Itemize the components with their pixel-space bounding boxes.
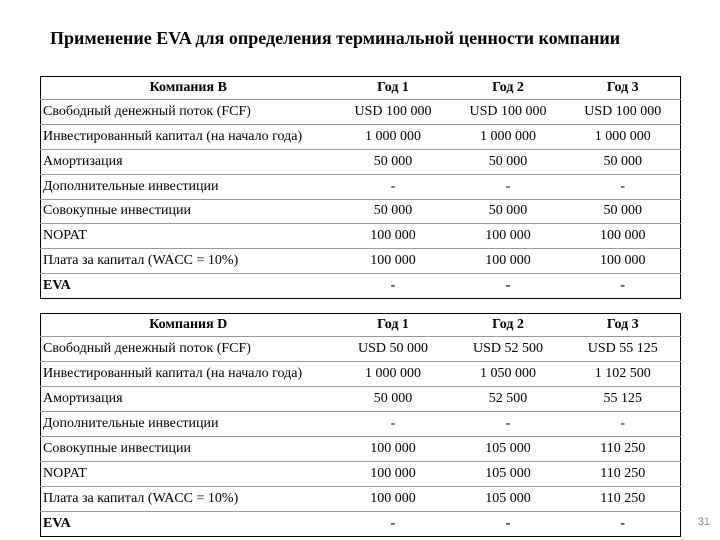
- row-label: Дополнительные инвестиции: [41, 412, 336, 437]
- row-label: Плата за капитал (WACC = 10%): [41, 249, 336, 274]
- cell-year-2: 100 000: [451, 224, 566, 249]
- cell-year-3: -: [620, 516, 626, 531]
- cell-year-2: 50 000: [451, 149, 566, 174]
- cell-year-1: -: [390, 278, 396, 294]
- row-label: Дополнительные инвестиции: [41, 174, 336, 199]
- row-label: EVA: [43, 516, 71, 531]
- cell-year-1: -: [336, 412, 451, 437]
- cell-year-3: USD 100 000: [566, 100, 681, 125]
- cell-year-2: USD 52 500: [451, 337, 566, 362]
- cell-year-3: 110 250: [566, 462, 681, 487]
- cell-year-2: 105 000: [451, 462, 566, 487]
- cell-year-3: 110 250: [566, 487, 681, 512]
- cell-year-3: -: [566, 412, 681, 437]
- cell-year-1: 100 000: [336, 437, 451, 462]
- cell-year-2: 100 000: [451, 249, 566, 274]
- cell-year-2: -: [451, 412, 566, 437]
- company-d-table: [40, 313, 681, 537]
- row-label: Амортизация: [41, 387, 336, 412]
- year-3-header: Год 3: [566, 77, 681, 100]
- slide-title: Применение EVA для определения терминальной ценности компании: [50, 28, 621, 48]
- row-label: Инвестированный капитал (на начало года): [41, 362, 336, 387]
- cell-year-2: -: [451, 174, 566, 199]
- cell-year-1: 50 000: [336, 387, 451, 412]
- year-2-header: Год 2: [451, 77, 566, 100]
- cell-year-1: 100 000: [336, 224, 451, 249]
- row-label: NOPAT: [41, 224, 336, 249]
- table-row: [41, 437, 681, 462]
- table-row-eva: [41, 512, 681, 537]
- table-row: [41, 487, 681, 512]
- table-row: [41, 199, 681, 224]
- table-row: [41, 174, 681, 199]
- table-row: [41, 124, 681, 149]
- slide-number: 31: [697, 516, 710, 528]
- cell-year-2: 50 000: [451, 199, 566, 224]
- cell-year-2: -: [505, 516, 511, 531]
- row-label: Свободный денежный поток (FCF): [41, 100, 336, 125]
- cell-year-2: 1 050 000: [451, 362, 566, 387]
- row-label: Амортизация: [41, 149, 336, 174]
- table-row: [41, 337, 681, 362]
- cell-year-3: USD 55 125: [566, 337, 681, 362]
- cell-year-1: 50 000: [336, 149, 451, 174]
- cell-year-2: 105 000: [451, 437, 566, 462]
- table-row: [41, 362, 681, 387]
- table-header-row: [41, 314, 681, 337]
- cell-year-2: -: [505, 278, 511, 294]
- cell-year-2: 1 000 000: [451, 124, 566, 149]
- cell-year-3: 1 000 000: [566, 124, 681, 149]
- cell-year-3: 50 000: [566, 149, 681, 174]
- row-label: Совокупные инвестиции: [41, 199, 336, 224]
- table-row: [41, 387, 681, 412]
- company-b-table: [40, 76, 681, 299]
- cell-year-3: -: [566, 174, 681, 199]
- row-label: Совокупные инвестиции: [41, 437, 336, 462]
- table-row: [41, 149, 681, 174]
- year-1-header: Год 1: [336, 77, 451, 100]
- cell-year-1: 100 000: [336, 462, 451, 487]
- cell-year-1: USD 100 000: [336, 100, 451, 125]
- row-label: Свободный денежный поток (FCF): [41, 337, 336, 362]
- cell-year-1: USD 50 000: [336, 337, 451, 362]
- cell-year-3: 100 000: [566, 249, 681, 274]
- row-label: Инвестированный капитал (на начало года): [41, 124, 336, 149]
- cell-year-1: 1 000 000: [336, 124, 451, 149]
- row-label: Плата за капитал (WACC = 10%): [41, 487, 336, 512]
- cell-year-3: 55 125: [566, 387, 681, 412]
- table-row: [41, 100, 681, 125]
- year-3-header: Год 3: [566, 314, 681, 337]
- cell-year-1: -: [390, 516, 396, 531]
- cell-year-3: -: [620, 278, 626, 294]
- cell-year-2: 105 000: [451, 487, 566, 512]
- cell-year-1: 100 000: [336, 249, 451, 274]
- year-1-header: Год 1: [336, 314, 451, 337]
- table-row: [41, 412, 681, 437]
- table-row: [41, 462, 681, 487]
- cell-year-3: 1 102 500: [566, 362, 681, 387]
- row-label: NOPAT: [41, 462, 336, 487]
- table-row: [41, 224, 681, 249]
- cell-year-1: -: [336, 174, 451, 199]
- year-2-header: Год 2: [451, 314, 566, 337]
- table-header-row: [41, 77, 681, 100]
- cell-year-2: 52 500: [451, 387, 566, 412]
- table-row-eva: [41, 274, 681, 299]
- cell-year-3: 100 000: [566, 224, 681, 249]
- table-row: [41, 249, 681, 274]
- cell-year-1: 1 000 000: [336, 362, 451, 387]
- company-name-header: Компания D: [41, 314, 336, 337]
- cell-year-3: 50 000: [566, 199, 681, 224]
- cell-year-3: 110 250: [566, 437, 681, 462]
- cell-year-1: 50 000: [336, 199, 451, 224]
- cell-year-2: USD 100 000: [451, 100, 566, 125]
- company-name-header: Компания В: [41, 77, 336, 100]
- cell-year-1: 100 000: [336, 487, 451, 512]
- row-label: EVA: [43, 278, 71, 294]
